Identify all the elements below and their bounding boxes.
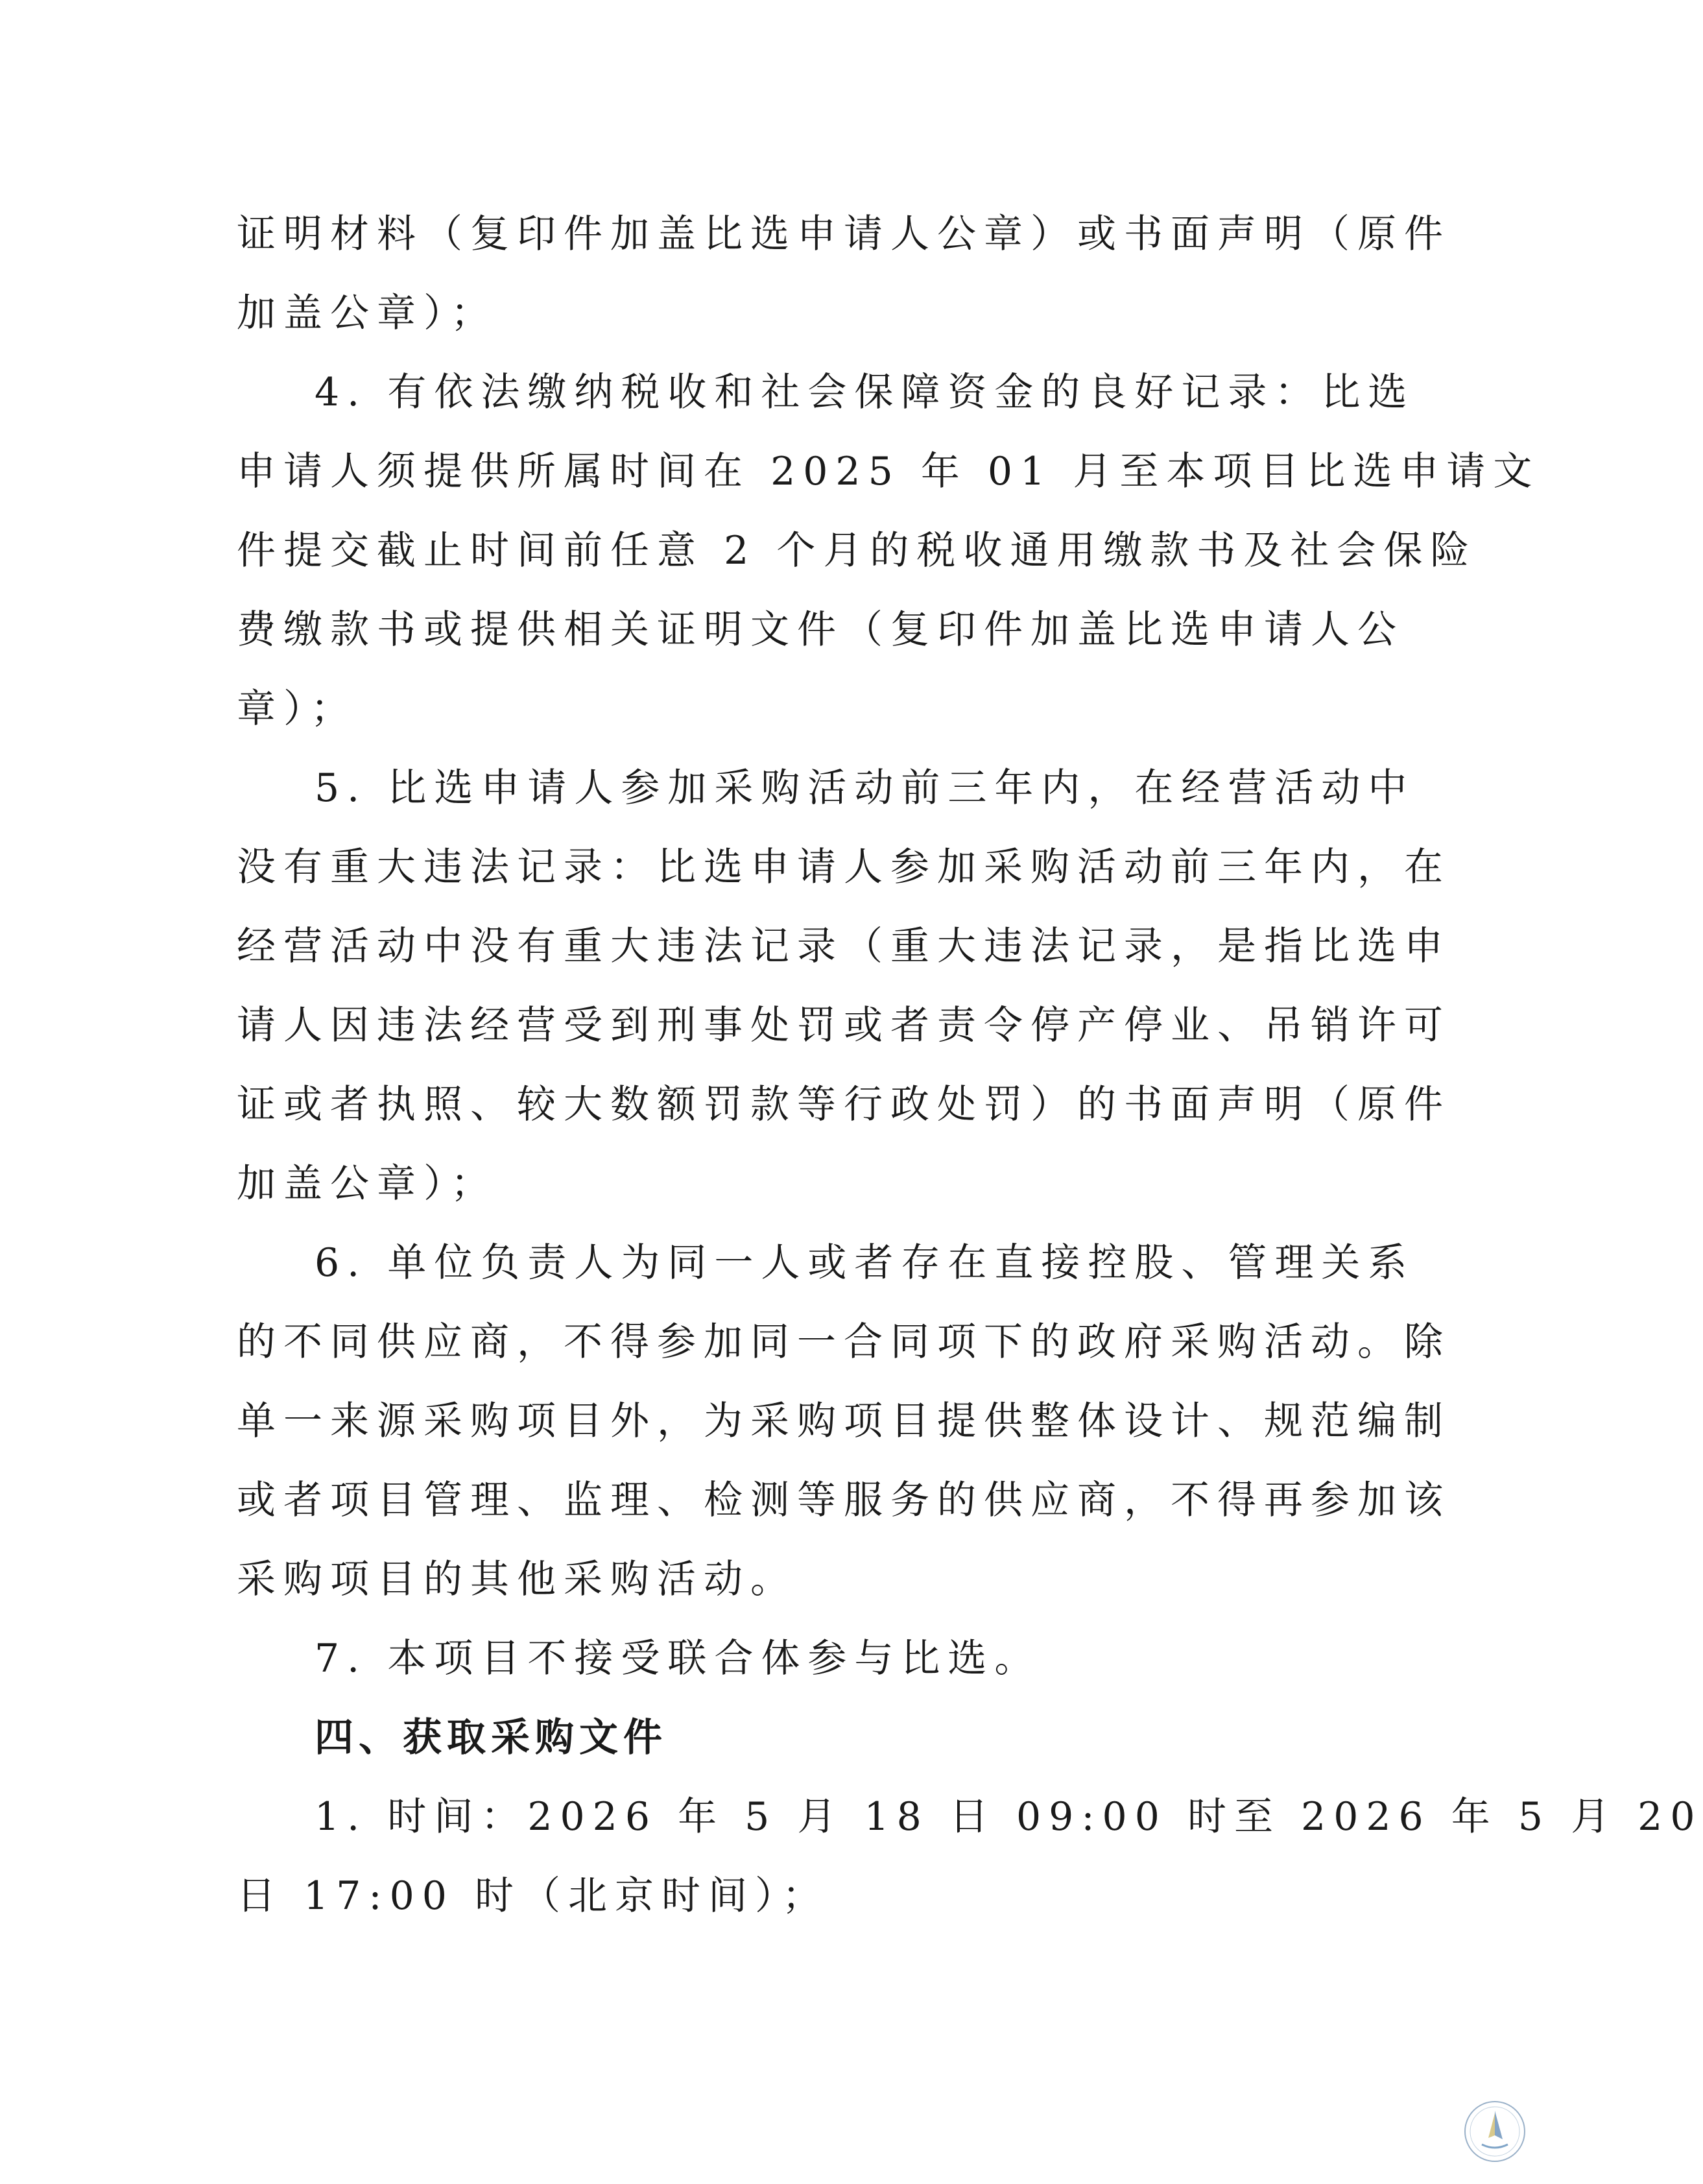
paragraph-line: 或者项目管理、监理、检测等服务的供应商，不得再参加该 <box>237 1478 1451 1523</box>
paragraph-line: 日 17:00 时（北京时间）； <box>237 1873 829 1919</box>
paragraph-line: 章）； <box>237 686 357 732</box>
paragraph-line: 经营活动中没有重大违法记录（重大违法记录，是指比选申 <box>237 924 1451 969</box>
paragraph-line: 证明材料（复印件加盖比选申请人公章）或书面声明（原件 <box>237 211 1451 257</box>
paragraph-line: 证或者执照、较大数额罚款等行政处罚）的书面声明（原件 <box>237 1082 1451 1127</box>
paragraph-line: 7. 本项目不接受联合体参与比选。 <box>315 1636 1042 1681</box>
paragraph-line: 费缴款书或提供相关证明文件（复印件加盖比选申请人公 <box>237 607 1404 653</box>
paragraph-line: 6. 单位负责人为同一人或者存在直接控股、管理关系 <box>315 1240 1415 1286</box>
paragraph-line: 5. 比选申请人参加采购活动前三年内，在经营活动中 <box>315 765 1415 811</box>
paragraph-line: 申请人须提供所属时间在 2025 年 01 月至本项目比选申请文 <box>237 449 1540 494</box>
paragraph-line: 4. 有依法缴纳税收和社会保障资金的良好记录：比选 <box>315 370 1415 415</box>
paragraph-line: 加盖公章）； <box>237 291 497 336</box>
paragraph-line: 请人因违法经营受到刑事处罚或者责令停产停业、吊销许可 <box>237 1003 1451 1048</box>
paragraph-line: 加盖公章）； <box>237 1161 497 1206</box>
document-page <box>237 195 1703 1936</box>
paragraph-line: 件提交截止时间前任意 2 个月的税收通用缴款书及社会保险 <box>237 528 1477 573</box>
paragraph-line: 单一来源采购项目外，为采购项目提供整体设计、规范编制 <box>237 1398 1451 1444</box>
seal-icon <box>1462 2099 1527 2164</box>
paragraph-line: 没有重大违法记录：比选申请人参加采购活动前三年内，在 <box>237 845 1451 890</box>
paragraph-line: 的不同供应商，不得参加同一合同项下的政府采购活动。除 <box>237 1319 1451 1365</box>
section-heading: 四、获取采购文件 <box>315 1715 667 1760</box>
paragraph-line: 1. 时间：2026 年 5 月 18 日 09:00 时至 2026 年 5 月 20 <box>315 1794 1703 1840</box>
paragraph-line: 采购项目的其他采购活动。 <box>237 1557 797 1602</box>
